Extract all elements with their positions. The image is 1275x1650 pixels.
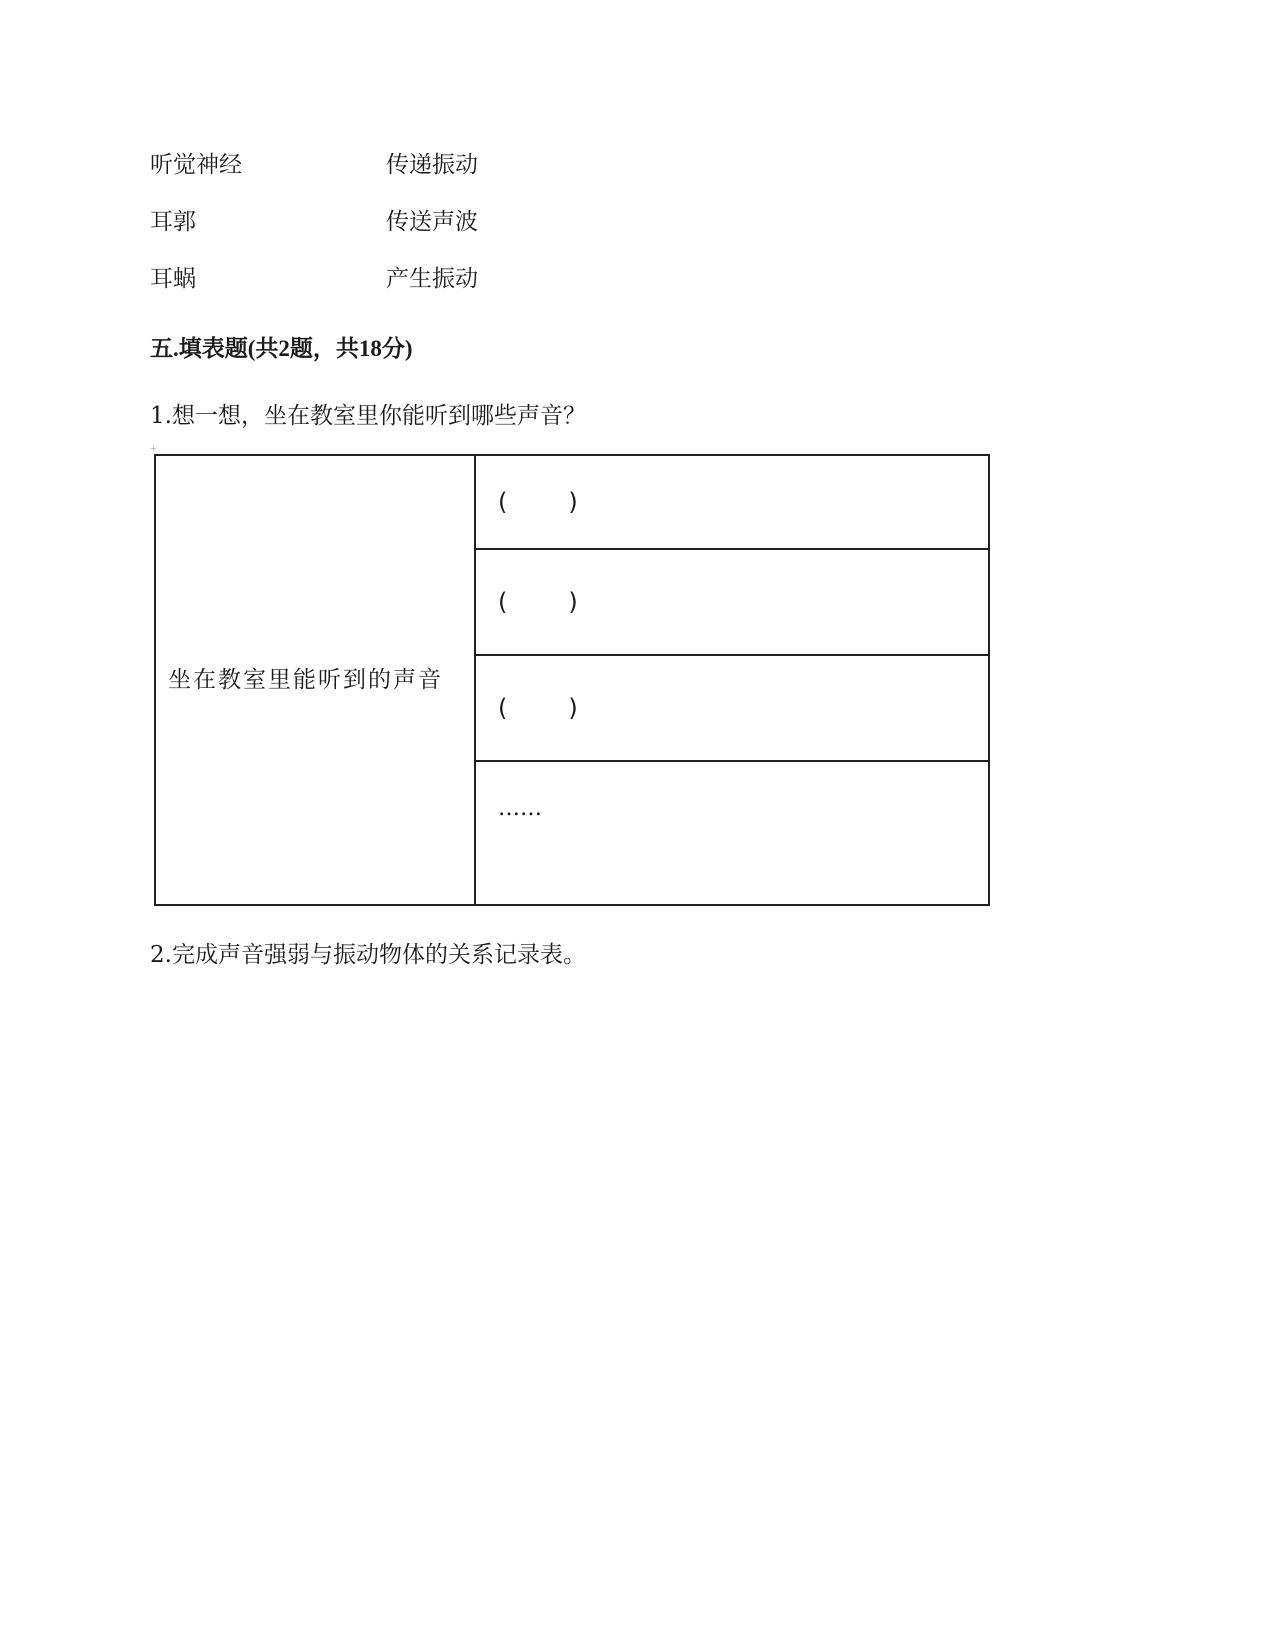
answer-table xyxy=(154,454,990,906)
ellipsis-cell: …… xyxy=(475,761,989,905)
matching-right-item: 产生振动 xyxy=(386,266,478,292)
section-heading: 五.填表题(共2题，共18分) xyxy=(150,336,413,361)
table-anchor-mark: + xyxy=(150,444,157,453)
matching-left-item: 耳郭 xyxy=(150,209,196,235)
matching-right-item: 传送声波 xyxy=(386,209,478,235)
table-label-cell: 坐在教室里能听到的声音 xyxy=(155,455,475,905)
matching-left-item: 耳蜗 xyxy=(150,266,196,292)
answer-blank[interactable]: ( ) xyxy=(475,455,989,549)
question-1: 1.想一想，坐在教室里你能听到哪些声音？ xyxy=(150,403,586,429)
question-2: 2.完成声音强弱与振动物体的关系记录表。 xyxy=(150,942,586,968)
table-row xyxy=(155,455,989,549)
matching-left-item: 听觉神经 xyxy=(150,152,242,178)
answer-blank[interactable]: ( ) xyxy=(475,549,989,655)
matching-right-item: 传递振动 xyxy=(386,152,478,178)
answer-blank[interactable]: ( ) xyxy=(475,655,989,761)
